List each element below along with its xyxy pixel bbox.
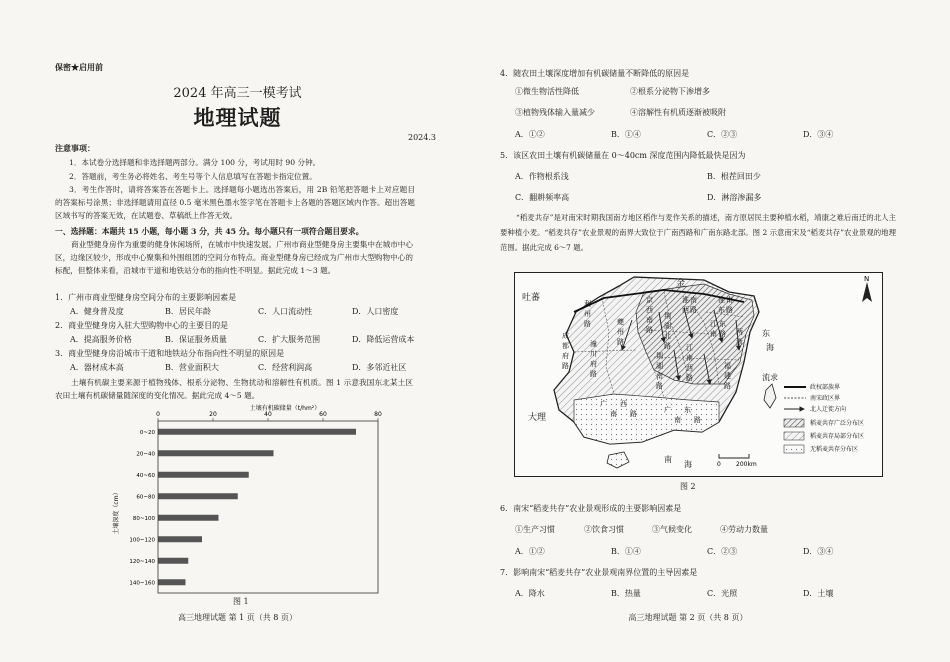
- page-1-footer: 高三地理试题 第 1 页（共 8 页）: [178, 613, 297, 622]
- chart-bar: [158, 536, 202, 542]
- figure-1-caption: 图 1: [233, 597, 249, 606]
- q4-choice-3: ③植物残体输入量减少: [515, 108, 595, 117]
- chart-category-label: 40~60: [136, 472, 155, 479]
- figure-1-chart: [100, 402, 400, 607]
- label-province: 夔: [617, 318, 624, 326]
- notes-title: 注意事项：: [55, 143, 95, 153]
- question-3: 3．商业型健身房沿城市干道和地铁站分布指向性不明显的原因是: [55, 349, 285, 358]
- label-liuqiu: 流求: [762, 373, 778, 382]
- q6-choice-4: ④劳动力数量: [720, 525, 768, 534]
- label-province: 京: [646, 296, 653, 304]
- note-item: 1．本试卷分选择题和非选择题两部分。满分 100 分，考试用时 90 分钟。: [69, 158, 321, 167]
- q4-option-d[interactable]: D．③④: [803, 130, 834, 139]
- label-province: 淮: [682, 296, 689, 304]
- label-province: 路: [646, 326, 653, 334]
- legend-item: 政权部族界: [810, 384, 841, 391]
- q3-option-d[interactable]: D．多邻近社区: [352, 363, 407, 372]
- legend-item: 稻麦共存局部分布区: [810, 433, 865, 440]
- chart-tick-label: 0: [156, 411, 160, 418]
- label-province: 福: [724, 362, 731, 370]
- chart-frame: [158, 421, 378, 593]
- label-province: 路: [630, 410, 637, 418]
- q2-option-b[interactable]: B．保证服务质量: [165, 335, 227, 344]
- label-province: 北: [664, 332, 671, 340]
- q6-choice-2: ②饮食习惯: [584, 525, 624, 534]
- label-province: 都: [562, 342, 569, 350]
- label-dali: 大理: [528, 413, 547, 423]
- chart-tick-label: 60: [319, 411, 327, 418]
- q4-option-a[interactable]: A．①②: [515, 130, 545, 139]
- label-province: 南: [686, 354, 693, 362]
- label-province: 南: [690, 296, 697, 304]
- label-province: 路: [584, 320, 591, 328]
- q6-choice-1: ①生产习惯: [515, 525, 555, 534]
- label-tubo: 吐蕃: [522, 293, 541, 303]
- question-1: 1．广州市商业型健身房空间分布的主要影响因素是: [55, 293, 237, 302]
- chart-title: 土壤有机碳储量（t/hm²）: [249, 405, 321, 412]
- label-province: 湖: [656, 362, 663, 370]
- chart-bar: [158, 493, 238, 499]
- chart-bars: [158, 429, 356, 586]
- chart-category-label: 100~120: [129, 537, 155, 544]
- label-province: 路: [724, 382, 731, 390]
- q4-option-c[interactable]: C．②③: [707, 130, 738, 139]
- q6-option-a[interactable]: A．①②: [515, 547, 545, 556]
- q7-option-c[interactable]: C．光照: [707, 589, 738, 598]
- question-7: 7．影响南宋“稻麦共存”农业景观南界位置的主导因素是: [500, 568, 698, 577]
- label-sea: 东: [762, 329, 770, 338]
- label-province: 江: [686, 344, 693, 352]
- label-province: 南: [610, 410, 617, 418]
- chart-x-ticks: [156, 411, 382, 418]
- q5-option-a[interactable]: A．作物根系浅: [515, 172, 569, 181]
- q4-choice-1: ①微生物活性降低: [515, 87, 579, 96]
- q3-option-c[interactable]: C．经营利润高: [258, 363, 313, 372]
- q2-option-a[interactable]: A．提高服务价格: [70, 335, 132, 344]
- label-province: 路: [686, 374, 693, 382]
- label-province: 广: [600, 400, 607, 408]
- chart-y-label: 土壤深度（cm）: [113, 489, 120, 535]
- legend-item: 无稻麦共存分布区: [810, 446, 859, 453]
- label-province: 府: [590, 360, 597, 368]
- label-province: 广: [664, 406, 671, 414]
- label-province: 潼: [590, 340, 597, 348]
- label-province: 湖: [664, 322, 671, 330]
- section-title: 一、选择题：本题共 15 小题，每小题 3 分，共 45 分。每小题只有一项符合题目要求。: [55, 227, 364, 236]
- label-province: 西: [686, 364, 693, 372]
- q3-option-b[interactable]: B．营业面积大: [165, 363, 219, 372]
- chart-category-label: 60~80: [136, 494, 155, 501]
- q4-option-b[interactable]: B．①④: [611, 130, 641, 139]
- subject-title: 地理试题: [193, 105, 282, 130]
- label-province: 南: [710, 330, 717, 338]
- legend-item: 北人迁徙方向: [810, 406, 847, 413]
- chart-bar: [158, 579, 186, 585]
- label-province: 南: [646, 316, 653, 324]
- note-item: 2．答题前，考生务必将姓名、考生号等个人信息填写在答题卡指定位置。: [69, 172, 317, 181]
- q4-choice-4: ④溶解性有机质逐渐被吸附: [630, 108, 726, 117]
- label-province: 成: [562, 332, 569, 340]
- svg-text:0: 0: [717, 461, 721, 468]
- label-jin: 金: [676, 279, 686, 289]
- figure-2-map: [514, 272, 884, 477]
- label-province: 南: [656, 372, 663, 380]
- label-province: 利: [584, 300, 591, 308]
- label-sea: 南: [664, 455, 672, 464]
- passage-1: 商业型健身房作为重要的健身休闲场所，在城市中快速发展。广州市商业型健身房主要集中在城市中心区，边缘区较少，形成中心聚集和外围组团的空间分布特点。商业型健身房已经成为广州市大型购物中心的标配，但整体来看，沿城市干道和地铁站分布的指向性不明显。据此完成 1～3 题。: [55, 240, 413, 275]
- exam-title: 2024 年高三一模考试: [173, 86, 302, 101]
- chart-tick-label: 40: [264, 411, 272, 418]
- label-province: 荆: [664, 312, 671, 320]
- svg-text:200km: 200km: [736, 461, 757, 468]
- q5-option-d[interactable]: D．淋溶渗漏多: [707, 193, 762, 202]
- q6-choice-3: ③气候变化: [652, 525, 692, 534]
- question-5: 5．该区农田土壤有机碳储量在 0～40cm 深度范围内降低最快是因为: [500, 151, 746, 160]
- chart-category-label: 140~160: [129, 580, 155, 587]
- q1-option-d[interactable]: D．人口密度: [352, 307, 399, 316]
- q2-option-c[interactable]: C．扩大服务范围: [258, 335, 321, 344]
- label-province: 路: [664, 342, 671, 350]
- label-sea: 海: [766, 343, 774, 352]
- label-province: 路: [719, 330, 726, 338]
- passage-3: “稻麦共存”是对南宋时期我国南方地区稻作与麦作关系的描述，南方原居民主要种植水稻，靖康之难后南迁的北人主要种植小麦。“稻麦共存”农业景观的南界大致位于广南西路和广南东路北部。图 2 示意南宋及“稻麦共存”农业景观的地理范围。据此完成 6～7 题。: [500, 213, 896, 252]
- q6-option-d[interactable]: D．③④: [803, 547, 834, 556]
- chart-tick-label: 20: [209, 411, 217, 418]
- page-2: [478, 0, 950, 662]
- question-6: 6．南宋“稻麦共存”农业景观形成的主要影响因素是: [500, 504, 682, 513]
- exam-date: 2024.3: [408, 133, 436, 142]
- label-province: 州: [617, 328, 624, 336]
- label-province: 浙: [736, 338, 743, 346]
- chart-bar: [158, 515, 219, 521]
- label-province: 府: [562, 352, 569, 360]
- label-province: 路: [590, 370, 597, 378]
- chart-category-label: 0~20: [139, 429, 155, 436]
- q1-option-c[interactable]: C．人口流动性: [258, 307, 313, 316]
- q6-option-b[interactable]: B．①④: [611, 547, 641, 556]
- q1-option-a[interactable]: A．健身普及度: [70, 307, 124, 316]
- chart-bar: [158, 558, 188, 564]
- confidential-label: 保密★启用前: [55, 62, 103, 72]
- chart-category-label: 80~100: [132, 515, 155, 522]
- q4-choice-2: ②根系分泌物下渗增多: [630, 87, 710, 96]
- q7-option-a[interactable]: A．降水: [515, 589, 545, 598]
- label-province: 西: [620, 400, 627, 408]
- label-province: 淮: [718, 296, 725, 304]
- q7-option-b[interactable]: B．热量: [611, 589, 641, 598]
- label-province: 州: [584, 310, 591, 318]
- chart-category-labels: [129, 430, 155, 587]
- label-province: 西: [682, 306, 689, 314]
- label-province: 南: [726, 296, 733, 304]
- label-province: 南: [674, 416, 681, 424]
- legend-item: 稻麦共存广泛分布区: [810, 420, 865, 427]
- q7-option-d[interactable]: D．土壤: [803, 589, 834, 598]
- label-province: 路: [726, 306, 733, 314]
- chart-grid: [158, 418, 378, 421]
- page-2-footer: 高三地理试题 第 2 页（共 8 页）: [628, 613, 748, 622]
- label-province: 路: [617, 338, 624, 346]
- q5-option-b[interactable]: B．根茬回田少: [707, 172, 761, 181]
- label-province: 东: [684, 406, 691, 414]
- label-sea: 海: [684, 460, 692, 469]
- chart-tick-label: 80: [374, 411, 382, 418]
- label-province: 荆: [656, 352, 663, 360]
- q2-option-d[interactable]: D．降低运营成本: [352, 335, 415, 344]
- chart-category-label: 20~40: [136, 451, 155, 458]
- passage-2: 土壤有机碳主要来源于植物残体、根系分泌物、生物扰动和溶解性有机质。图 1 示意我国东北某土区农田土壤有机碳储量随深度的变化情况。据此完成 4～5 题。: [55, 378, 413, 400]
- label-province: 建: [724, 372, 731, 380]
- chart-category-label: 120~140: [129, 558, 155, 565]
- label-province: 路: [694, 416, 701, 424]
- svg-text:N: N: [864, 275, 870, 283]
- label-province: 路: [656, 382, 663, 390]
- q3-option-a[interactable]: A．器材成本高: [70, 363, 124, 372]
- label-province: 东: [718, 306, 725, 314]
- label-province: 川: [590, 350, 597, 358]
- question-2: 2．商业型健身房入驻大型购物中心的主要目的是: [55, 321, 229, 330]
- figure-2-caption: 图 2: [680, 482, 696, 491]
- label-province: 两: [736, 328, 743, 336]
- chart-bar: [158, 429, 356, 435]
- question-4: 4．随农田土壤深度增加有机碳储量不断降低的原因是: [500, 69, 690, 78]
- label-province: 西: [646, 306, 653, 314]
- chart-bar: [158, 450, 274, 456]
- note-item: 3．考生作答时，请将答案答在答题卡上。选择题每小题选出答案后，用 2B 铅笔把答题卡上对应题目的答案标号涂黑；非选择题请用直径 0.5 毫米黑色墨水签字笔在答题卡上各题的答题区域内作答。超出答题区域书写的答案无效，在试题卷、草稿纸上作答无效。: [55, 185, 415, 220]
- q5-option-c[interactable]: C．翻耕频率高: [515, 193, 570, 202]
- label-province: 江: [710, 320, 717, 328]
- label-province: 路: [562, 362, 569, 370]
- chart-bar: [158, 472, 249, 478]
- q1-option-b[interactable]: B．居民年龄: [165, 307, 211, 316]
- label-province: 路: [690, 306, 697, 314]
- label-province: 东: [719, 320, 726, 328]
- q6-option-c[interactable]: C．②③: [707, 547, 738, 556]
- legend-item: 南宋政区界: [810, 395, 841, 402]
